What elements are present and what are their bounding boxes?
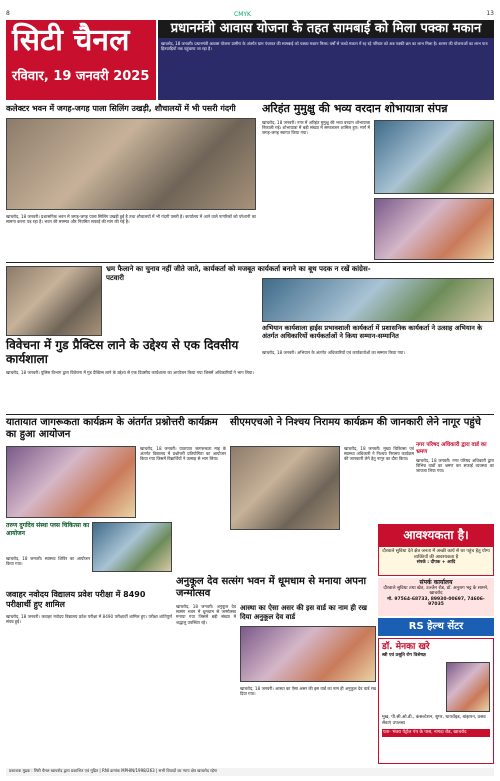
page-footer: प्रकाशक मुद्रक : सिटी चैनल खाचरोद द्वारा प्रकाशित एवं मुद्रित | RNI क्रमांक MPHIN/1998/263 | सभी विवादों का न्याय क्षेत्र खाचरोद रहेगा <box>6 768 494 776</box>
faith-body: खाचरोद, 18 जनवरी। आस्था का ऐसा असर की इस वार्ड का नाम ही अनुकूल देव वार्ड रख दिया गया। <box>240 686 376 697</box>
doctor-services: मुख, पी.सी.ओ.डी., कंसल्टेशन, शुगर, थायरॉइड, बांझपन, प्रसव सेवाएं उपलब्ध <box>382 715 486 726</box>
masthead-title: सिटी चैनल <box>12 23 130 58</box>
exam-body: खाचरोद, 18 जनवरी। जवाहर नवोदय विद्यालय प्रवेश परीक्षा में 8490 परीक्षार्थी शामिल हुए। परीक्षा शांतिपूर्ण संपन्न हुई। <box>6 614 172 625</box>
exam-headline: जवाहर नवोदय विद्यालय प्रवेश परीक्षा में 8490 परीक्षार्थी हुए शामिल <box>6 590 146 609</box>
workshop-photo <box>6 266 102 336</box>
camp-headline: तरुण दुर्गादेव संस्था प्लस चिकित्सा का आयोजन <box>6 522 90 537</box>
cm-body: खाचरोद, 18 जनवरी। मुख्य चिकित्सा एवं स्वास्थ्य अधिकारी ने निश्चय निरामय कार्यक्रम की जानकारी लेने हेतु नागूर का दौरा किया। <box>344 446 414 462</box>
arvind-body: खाचरोद, 18 जनवरी। नगर में अरिहंत मुमुक्षु की भव्य वरदान शोभायात्रा निकाली गई। शोभायात्रा में बड़ी संख्या में समाजजन शामिल हुए। मार्ग में जगह-जगह स्वागत किया गया। <box>262 120 370 136</box>
page-number-right: 13 <box>486 10 494 17</box>
lead-story <box>158 20 494 100</box>
awareness-body: खाचरोद, 18 जनवरी। यातायात जागरूकता माह के अंतर्गत विद्यालय में प्रश्नोत्तरी प्रतियोगिता का आयोजन किया गया जिसमें विद्यार्थियों ने उत्साह से भाग लिया। <box>140 446 226 462</box>
doctor-speciality: स्त्री एवं प्रसूति रोग विशेषज्ञ <box>382 653 426 658</box>
workshop-body: खाचरोद, 18 जनवरी। पुलिस विभाग द्वारा विवेचना में गुड प्रैक्टिस लाने के उद्देश्य से एक दिवसीय कार्यशाला का आयोजन किया गया जिसमें अधिकारियों ने भाग लिया। <box>6 370 254 375</box>
doctor-photo <box>446 662 490 712</box>
lead-body: खाचरोद, 18 जनवरी। प्रधानमंत्री आवास योजना ग्रामीण के अंतर्गत ग्राम पंचायत की सामबाई को पक्का मकान मिला। वर्षों से कच्चे मकान में रह रहे परिवार को अब पक्की छत का लाभ मिला है। शासन की योजनाओं का लाभ पात्र हितग्राहियों तक पहुंचाया जा रहा है। <box>158 38 494 100</box>
workshop-kicker: भ्रम फैलाने का चुनाव नहीं जीते जाते, कार्यकर्ता को मजबूत कार्यकर्ता बनाने का बूथ पदक न रखें कांग्रेस- पटवारी <box>106 265 371 282</box>
hospital-banner: RS हेल्थ सेंटर <box>378 618 494 636</box>
awareness-headline: यातायात जागरूकता कार्यक्रम के अंतर्गत प्रश्नोत्तरी कार्यक्रम का हुआ आयोजन <box>6 417 218 440</box>
need-ad <box>378 546 494 576</box>
contact-ad-title: संपर्क कार्यालय <box>419 579 453 586</box>
ward-headline: नगर परिषद अधिकारी द्वारा वार्ड का भ्रमण <box>416 442 487 455</box>
page-number-left: 8 <box>6 10 10 17</box>
contact-ad-phone: मो. 97564-68733, 89930-00697, 74606-97035 <box>387 596 485 607</box>
birthday-headline: अनुकूल देव सत्संग भवन में धूमधाम से मनाया अपना जन्मोत्सव <box>176 576 367 599</box>
masthead-date: रविवार, 19 जनवरी 2025 <box>12 69 150 84</box>
cmyk-mark: CMYK <box>234 11 251 18</box>
need-ad-title: आवश्यकता है। <box>378 524 494 546</box>
need-ad-body: दौरवाले सुविधा देते क्षेत्र जनता में अच्छी कार्य से घर पहुंच हेतु योग्य व्यक्तियों की आवश्यकता है <box>382 549 490 560</box>
doctor-address: पता- भंवरा पेट्रोल पंप के पास, नागदा रोड, खाचरोद <box>382 729 490 737</box>
divider <box>6 414 494 415</box>
doctor-name: डॉ. मेनका खरे <box>382 642 430 652</box>
ward-body: खाचरोद, 18 जनवरी। नगर परिषद अधिकारी द्वारा विभिन्न वार्डों का भ्रमण कर सफाई व्यवस्था का जायजा लिया गया। <box>416 458 494 474</box>
birthday-body: खाचरोद, 18 जनवरी। अनुकूल देव सत्संग भवन में धूमधाम से जन्मोत्सव मनाया गया जिसमें बड़ी संख्या में श्रद्धालु उपस्थित रहे। <box>176 604 236 625</box>
collector-headline: कलेक्टर भवन में जगह-जगह पाला सिलिंग उखड़ी, शौचालयों में भी पसरी गंदगी <box>6 104 236 113</box>
arvind-photo-1 <box>374 120 494 194</box>
masthead <box>6 20 156 100</box>
faith-photo <box>240 626 376 682</box>
cm-photo <box>230 446 340 530</box>
ministers-body: खाचरोद, 18 जनवरी। अभियान के अंतर्गत अधिकारियों एवं कार्यकर्ताओं का सम्मान किया गया। <box>262 350 405 355</box>
faith-headline: आस्था का ऐसा असर की इस वार्ड का नाम ही रख दिया अनुकूल देव वार्ड <box>240 604 367 621</box>
contact-ad <box>378 578 494 616</box>
arvind-photo-2 <box>374 198 494 260</box>
arvind-headline: अरिहंत मुमुक्षु की भव्य वरदान शोभायात्रा संपन्न <box>262 102 448 115</box>
need-ad-contact: संपर्क : दीपक + आदि <box>416 560 456 565</box>
cm-headline: सीएमएचओ ने निश्चय निरामय कार्यक्रम की जानकारी लेने नागूर पहुंचे <box>230 417 482 428</box>
ministers-photo <box>262 278 494 322</box>
newspaper-page <box>6 10 494 776</box>
workshop-headline: विवेचना में गुड प्रैक्टिस लाने के उद्देश्य से एक दिवसीय कार्यशाला <box>6 338 239 366</box>
doctor-ad <box>378 638 494 764</box>
camp-body: खाचरोद, 18 जनवरी। स्वास्थ्य शिविर का आयोजन किया गया। <box>6 556 90 567</box>
awareness-photo <box>6 446 136 518</box>
collector-photo <box>6 118 256 210</box>
lead-headline: प्रधानमंत्री आवास योजना के तहत सामबाई को मिला पक्का मकान <box>158 20 494 38</box>
camp-photo <box>92 522 172 572</box>
contact-ad-body: दौरवाले सुविधा तथा खेत, उज्जैन रोड, डॉ. अनुराग भट्ट के सामने, खाचरोद <box>383 585 489 596</box>
divider <box>6 262 494 263</box>
ministers-headline: अभियान कार्यशाला हाईस प्रभावशाली कार्यकर्ता में प्रशासनिक कार्यकर्ता ने उत्साह अभियान के अंतर्गत अधिकारियों कार्यकर्ताओं ने किया सम्मान-सम्मानित <box>262 324 483 340</box>
collector-body: खाचरोद, 18 जनवरी। प्रशासनिक भवन में जगह-जगह पाला सिलिंग उखड़ी हुई है तथा शौचालयों में भी गंदगी पसरी है। कार्यालय में आने वाले नागरिकों को परेशानी का सामना करना पड़ रहा है। भवन की मरम्मत और नियमित सफाई की मांग की गई है। <box>6 214 256 225</box>
